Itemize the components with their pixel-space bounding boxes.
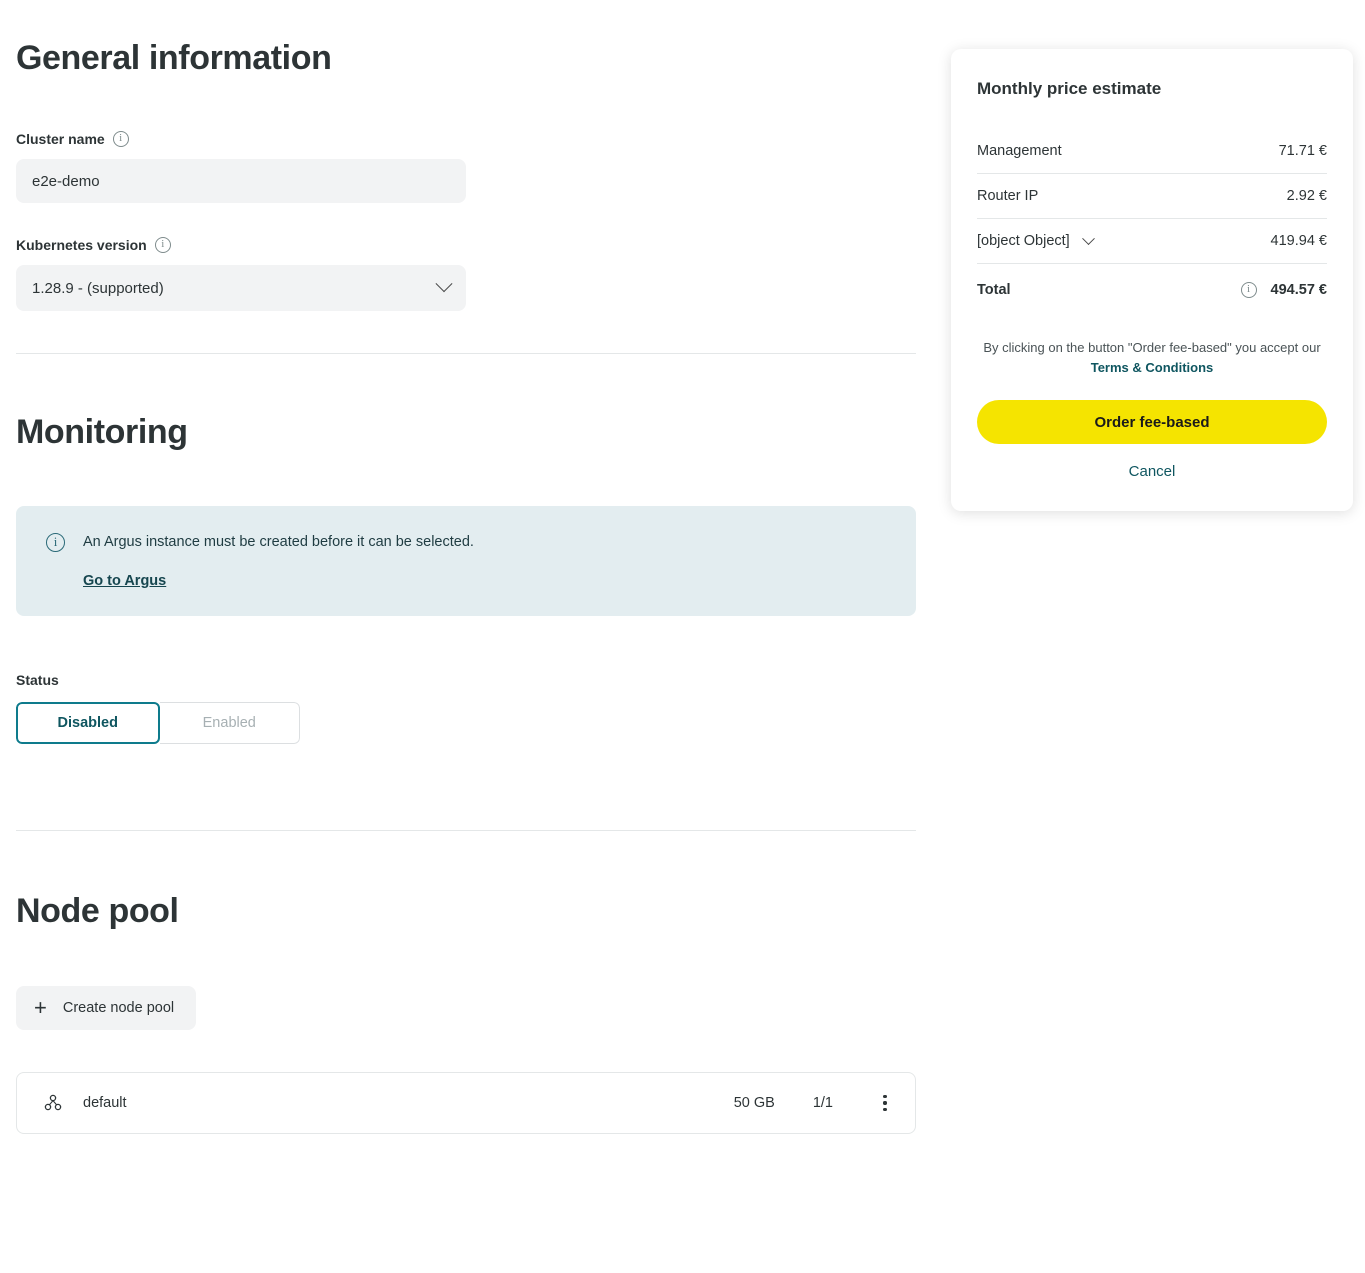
price-row-label: [object Object] [977,233,1070,249]
price-estimate-card [951,49,1353,511]
status-label: Status [16,671,59,688]
monitoring-status-toggle[interactable] [16,702,300,744]
create-node-pool-button[interactable]: + Create node pool [16,986,196,1030]
price-row-value: 2.92 € [1286,188,1327,204]
total-label: Total [977,282,1011,298]
cluster-name-label [16,131,916,147]
chevron-down-icon [436,276,453,293]
create-node-pool-label: Create node pool [62,1000,175,1017]
kubernetes-version-select[interactable] [16,265,466,311]
kubernetes-version-label [16,237,916,253]
cluster-name-input[interactable]: e2e-demo [16,159,466,203]
divider [16,353,916,354]
terms-prefix: By clicking on the button "Order fee-based" you accept our [983,340,1321,355]
page-title-monitoring: Monitoring [16,413,188,452]
price-row-value: 71.71 € [1278,143,1327,159]
price-row-label-wrap [977,233,1093,249]
price-row-router-ip [977,174,1327,219]
toggle-disabled[interactable]: Disabled [16,702,160,744]
page-title-node-pool: Node pool [16,891,179,930]
go-to-argus-link[interactable]: Go to Argus [83,572,167,589]
kubernetes-version-label-text: Kubernetes version [16,237,147,254]
total-value: 494.57 € [1270,282,1327,298]
price-row-label: Router IP [977,188,1039,204]
terms-text [983,338,1321,378]
page-title-general-information: General information [16,39,332,77]
price-row-management [977,129,1327,174]
node-pool-count: 1/1 [812,1095,833,1112]
node-pool-icon [43,1093,63,1113]
argus-info-banner [16,506,916,616]
price-row-total [977,264,1327,312]
node-pool-storage: 50 GB [733,1095,775,1112]
node-pool-menu-icon[interactable] [875,1095,895,1111]
cancel-button[interactable]: Cancel [977,462,1327,481]
info-icon[interactable]: i [1241,282,1257,298]
divider [16,830,916,831]
price-row-value: 419.94 € [1270,233,1327,249]
banner-message: An Argus instance must be created before it can be selected. [83,533,474,550]
order-fee-based-button[interactable]: Order fee-based [977,400,1327,444]
kubernetes-version-value: 1.28.9 - (supported) [32,279,164,297]
info-icon: i [46,533,65,552]
cluster-name-label-text: Cluster name [16,131,105,148]
info-icon[interactable]: i [113,131,129,147]
node-pool-name: default [83,1095,127,1112]
toggle-enabled[interactable]: Enabled [160,702,301,744]
terms-and-conditions-link[interactable]: Terms & Conditions [1090,360,1214,376]
chevron-down-icon[interactable] [1082,232,1095,245]
node-pool-row[interactable] [16,1072,916,1134]
info-icon[interactable]: i [155,237,171,253]
price-row-label: Management [977,143,1062,159]
price-row-node-pools[interactable] [977,219,1327,264]
price-card-title: Monthly price estimate [977,79,1162,98]
